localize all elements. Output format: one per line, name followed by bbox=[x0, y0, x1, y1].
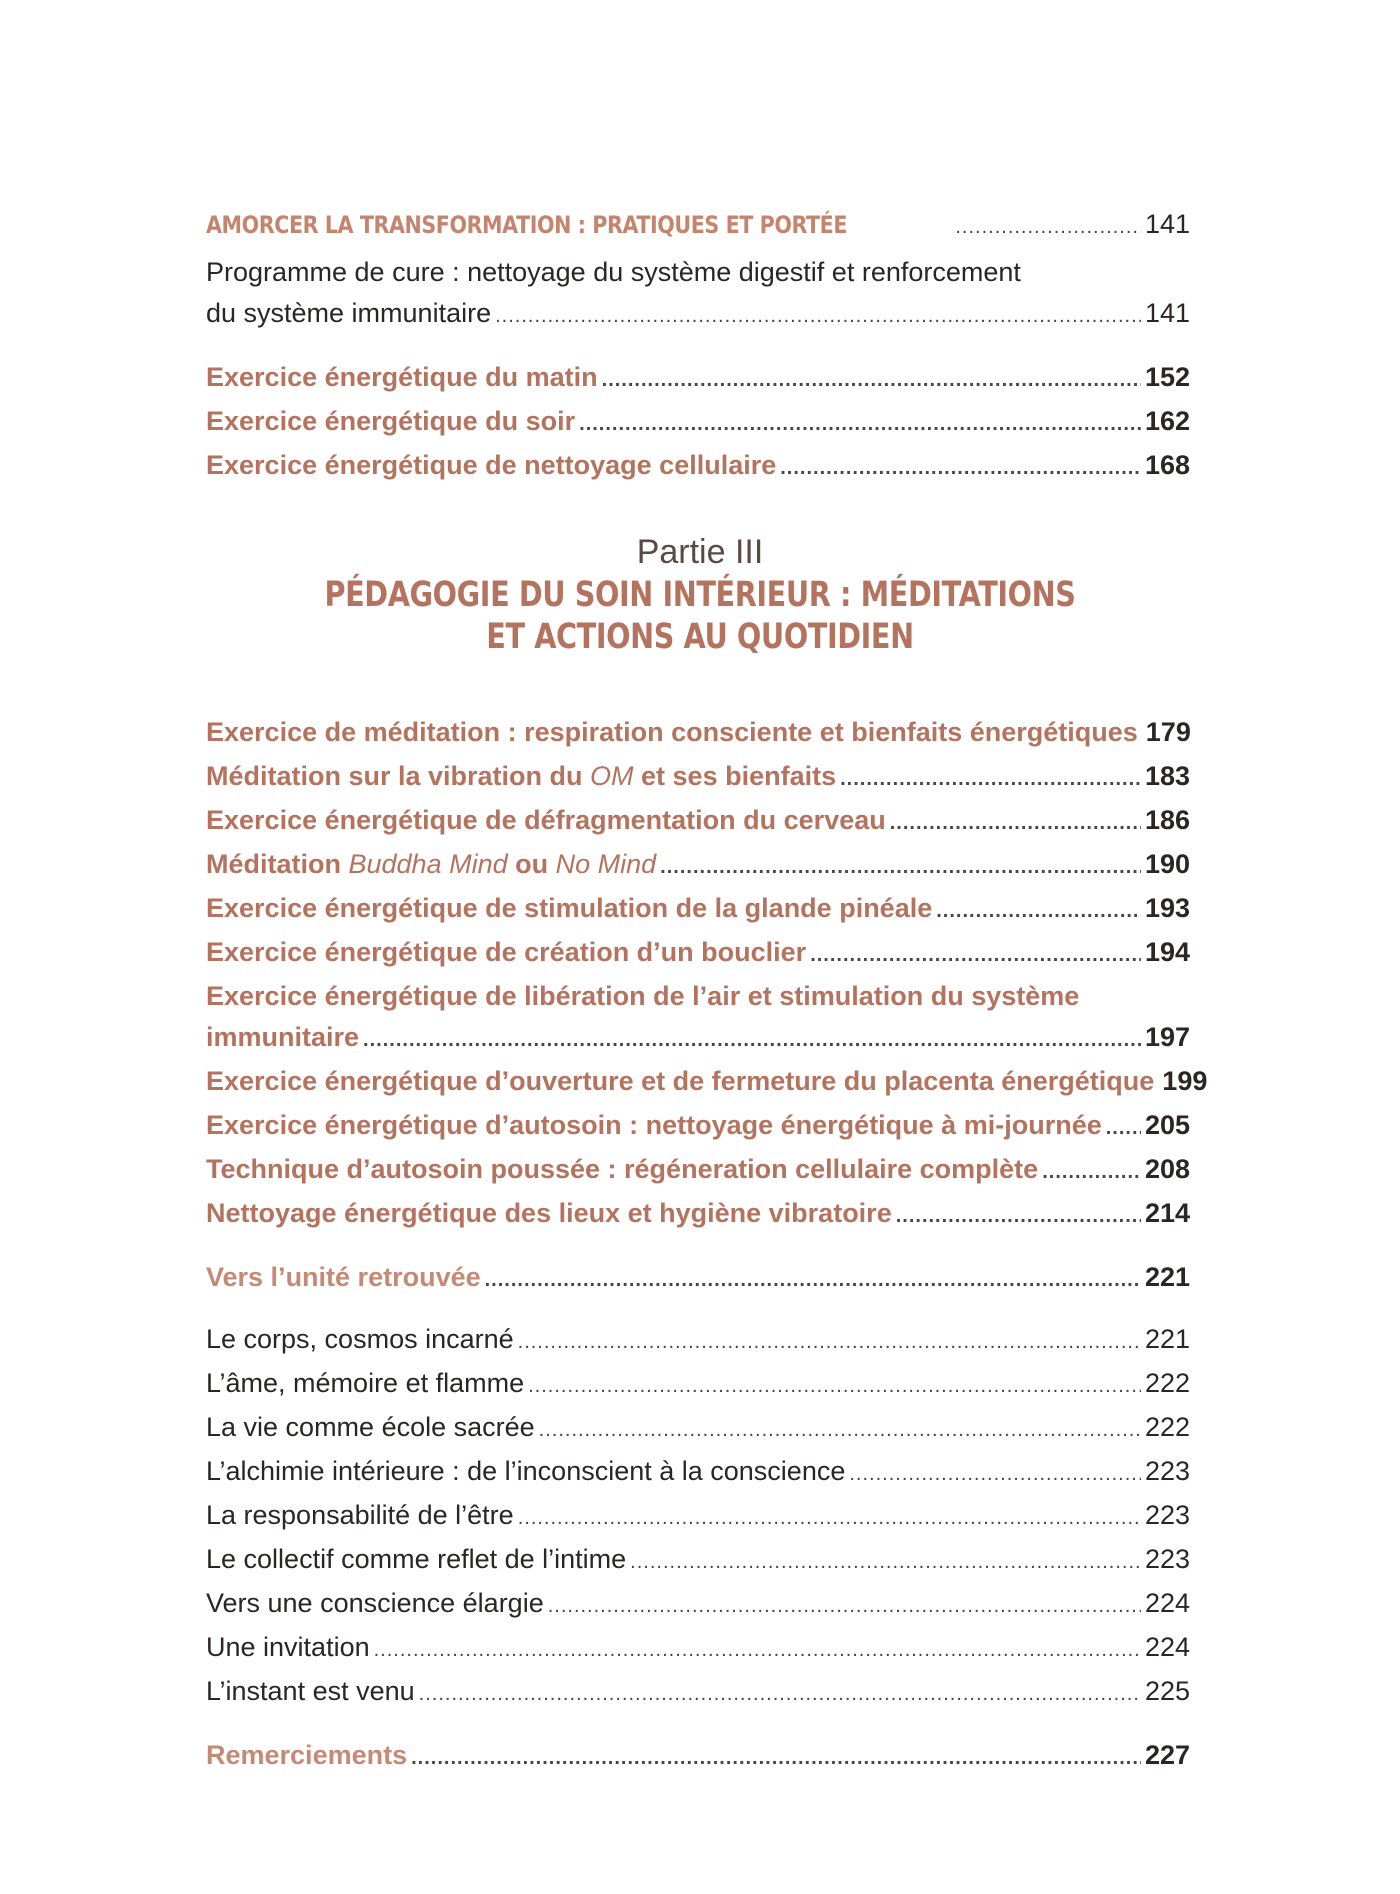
leader-dots bbox=[548, 1586, 1141, 1627]
toc-entry-label: Le corps, cosmos incarné bbox=[206, 1324, 514, 1354]
toc-entry[interactable] bbox=[206, 756, 1190, 800]
toc-entry-acknowledgements[interactable] bbox=[206, 1735, 1190, 1779]
page-number: 222 bbox=[1144, 1368, 1190, 1398]
section-title: AMORCER LA TRANSFORMATION : PRATIQUES ET PORTÉE bbox=[206, 211, 848, 239]
leader-dots bbox=[518, 1322, 1141, 1363]
leader-dots bbox=[936, 891, 1141, 932]
leader-dots bbox=[810, 935, 1141, 976]
toc-entry[interactable] bbox=[206, 1583, 1190, 1627]
toc-section-part3 bbox=[206, 712, 1208, 1779]
toc-entry-label: Vers une conscience élargie bbox=[206, 1588, 544, 1618]
leader-dots bbox=[485, 1260, 1141, 1301]
toc-entry-label: Nettoyage énergétique des lieux et hygiène vibratoire bbox=[206, 1198, 892, 1228]
toc-entry-label: L’instant est venu bbox=[206, 1676, 415, 1706]
emphasis: No Mind bbox=[555, 849, 657, 879]
page-number: 208 bbox=[1144, 1154, 1190, 1184]
page-number: 225 bbox=[1144, 1676, 1190, 1706]
page-number: 141 bbox=[1144, 209, 1190, 239]
page-number: 214 bbox=[1144, 1198, 1190, 1228]
toc-entry[interactable] bbox=[206, 1495, 1190, 1539]
toc-entry[interactable] bbox=[206, 1671, 1190, 1715]
page-number: 223 bbox=[1144, 1456, 1190, 1486]
leader-dots bbox=[840, 759, 1141, 800]
toc-entry-label: du système immunitaire bbox=[206, 298, 492, 328]
leader-dots bbox=[374, 1630, 1141, 1671]
leader-dots bbox=[363, 1020, 1141, 1061]
toc-entry-label: Exercice énergétique de nettoyage cellulaire bbox=[206, 450, 777, 480]
toc-entry-label: Méditation Buddha Mind ou No Mind bbox=[206, 849, 657, 879]
page-number: 199 bbox=[1162, 1066, 1208, 1096]
leader-dots bbox=[896, 1196, 1141, 1237]
page-number: 221 bbox=[1144, 1324, 1190, 1354]
toc-entry-label: Remerciements bbox=[206, 1740, 408, 1770]
toc-entry[interactable] bbox=[206, 800, 1190, 844]
toc-entry-label: Vers l’unité retrouvée bbox=[206, 1262, 481, 1292]
leader-dots bbox=[780, 448, 1141, 489]
toc-section-transformation bbox=[206, 204, 1190, 489]
toc-entry-label: Exercice énergétique du soir bbox=[206, 406, 576, 436]
leader-dots bbox=[1042, 1152, 1141, 1193]
page-number: 168 bbox=[1144, 450, 1190, 480]
page-number: 223 bbox=[1144, 1544, 1190, 1574]
page-number: 205 bbox=[1144, 1110, 1190, 1140]
part-number: Partie III bbox=[636, 533, 764, 571]
toc-entry[interactable] bbox=[206, 401, 1190, 445]
toc-entry[interactable] bbox=[206, 1061, 1208, 1105]
toc-entry[interactable] bbox=[206, 1451, 1190, 1495]
toc-entry[interactable] bbox=[206, 888, 1190, 932]
toc-entry-label: Exercice énergétique de stimulation de la glande pinéale bbox=[206, 893, 933, 923]
toc-entry[interactable] bbox=[206, 1319, 1190, 1363]
toc-entry-label: immunitaire bbox=[206, 1022, 360, 1052]
emphasis: OM bbox=[590, 761, 634, 791]
leader-dots bbox=[411, 1738, 1141, 1779]
page-number: 223 bbox=[1144, 1500, 1190, 1530]
part-title-line-2: ET ACTIONS AU QUOTIDIEN bbox=[486, 617, 914, 657]
toc-entry-label: Technique d’autosoin poussée : régéneration cellulaire complète bbox=[206, 1154, 1039, 1184]
leader-dots bbox=[602, 360, 1141, 401]
toc-entry-label: Une invitation bbox=[206, 1632, 370, 1662]
toc-entry[interactable] bbox=[206, 932, 1190, 976]
toc-entry[interactable] bbox=[206, 1017, 1190, 1061]
emphasis: Buddha Mind bbox=[348, 849, 508, 879]
page-number: 224 bbox=[1144, 1632, 1190, 1662]
page-number: 183 bbox=[1144, 761, 1190, 791]
toc-entry-section-heading[interactable] bbox=[206, 204, 1190, 248]
toc-entry-label: La responsabilité de l’être bbox=[206, 1500, 514, 1530]
page-number: 186 bbox=[1144, 805, 1190, 835]
toc-entry-label-line[interactable]: Exercice énergétique de libération de l’air et stimulation du système bbox=[206, 981, 1080, 1011]
toc-entry-label: Exercice énergétique de création d’un bouclier bbox=[206, 937, 807, 967]
page-number: 194 bbox=[1144, 937, 1190, 967]
toc-entry[interactable] bbox=[206, 712, 1190, 756]
toc-entry[interactable] bbox=[206, 445, 1190, 489]
toc-entry-label: Exercice énergétique de défragmentation du cerveau bbox=[206, 805, 886, 835]
toc-entry[interactable] bbox=[206, 293, 1190, 337]
page-number: 162 bbox=[1144, 406, 1190, 436]
toc-entry-label: L’âme, mémoire et flamme bbox=[206, 1368, 525, 1398]
toc-entry[interactable] bbox=[206, 1539, 1190, 1583]
part-title-line-1: PÉDAGOGIE DU SOIN INTÉRIEUR : MÉDITATIONS bbox=[324, 575, 1076, 615]
toc-entry-label: Exercice énergétique d’autosoin : nettoyage énergétique à mi-journée bbox=[206, 1110, 1102, 1140]
page-number: 152 bbox=[1144, 362, 1190, 392]
toc-entry-label: Le collectif comme reflet de l’intime bbox=[206, 1544, 627, 1574]
toc-entry[interactable] bbox=[206, 357, 1190, 401]
toc-entry[interactable] bbox=[206, 1627, 1190, 1671]
toc-entry-label: Méditation sur la vibration du OM et ses bienfaits bbox=[206, 761, 837, 791]
leader-dots bbox=[539, 1410, 1141, 1451]
page-number: 141 bbox=[1144, 298, 1190, 328]
page-number: 190 bbox=[1144, 849, 1190, 879]
page-number: 224 bbox=[1144, 1588, 1190, 1618]
page-number: 221 bbox=[1144, 1262, 1190, 1292]
part-heading bbox=[0, 530, 1400, 658]
leader-dots bbox=[890, 803, 1141, 844]
toc-entry[interactable] bbox=[206, 1105, 1190, 1149]
toc-entry[interactable] bbox=[206, 1193, 1190, 1237]
leader-dots bbox=[630, 1542, 1141, 1583]
page-number: 193 bbox=[1144, 893, 1190, 923]
page-number: 222 bbox=[1144, 1412, 1190, 1442]
leader-dots bbox=[579, 404, 1141, 445]
toc-entry-label: La vie comme école sacrée bbox=[206, 1412, 535, 1442]
leader-dots bbox=[955, 207, 1141, 248]
leader-dots bbox=[849, 1454, 1141, 1495]
toc-entry-closing-heading[interactable] bbox=[206, 1257, 1190, 1301]
toc-entry[interactable] bbox=[206, 1407, 1190, 1451]
toc-entry-label: Exercice énergétique d’ouverture et de fermeture du placenta énergétique bbox=[206, 1066, 1155, 1096]
toc-entry-label-line[interactable]: Programme de cure : nettoyage du système digestif et renforcement bbox=[206, 257, 1021, 287]
page-number: 227 bbox=[1144, 1740, 1190, 1770]
leader-dots bbox=[1106, 1108, 1141, 1149]
page-number: 179 bbox=[1145, 717, 1191, 747]
toc-entry[interactable] bbox=[206, 1363, 1190, 1407]
page-number: 197 bbox=[1144, 1022, 1190, 1052]
toc-entry[interactable] bbox=[206, 844, 1190, 888]
leader-dots bbox=[495, 296, 1141, 337]
leader-dots bbox=[518, 1498, 1141, 1539]
toc-entry-label: Exercice énergétique du matin bbox=[206, 362, 598, 392]
leader-dots bbox=[419, 1674, 1141, 1715]
leader-dots bbox=[528, 1366, 1141, 1407]
toc-entry-label: Exercice de méditation : respiration consciente et bienfaits énergétiques bbox=[206, 717, 1138, 747]
toc-entry-label: L’alchimie intérieure : de l’inconscient à la conscience bbox=[206, 1456, 846, 1486]
toc-entry[interactable] bbox=[206, 1149, 1190, 1193]
leader-dots bbox=[660, 847, 1141, 888]
